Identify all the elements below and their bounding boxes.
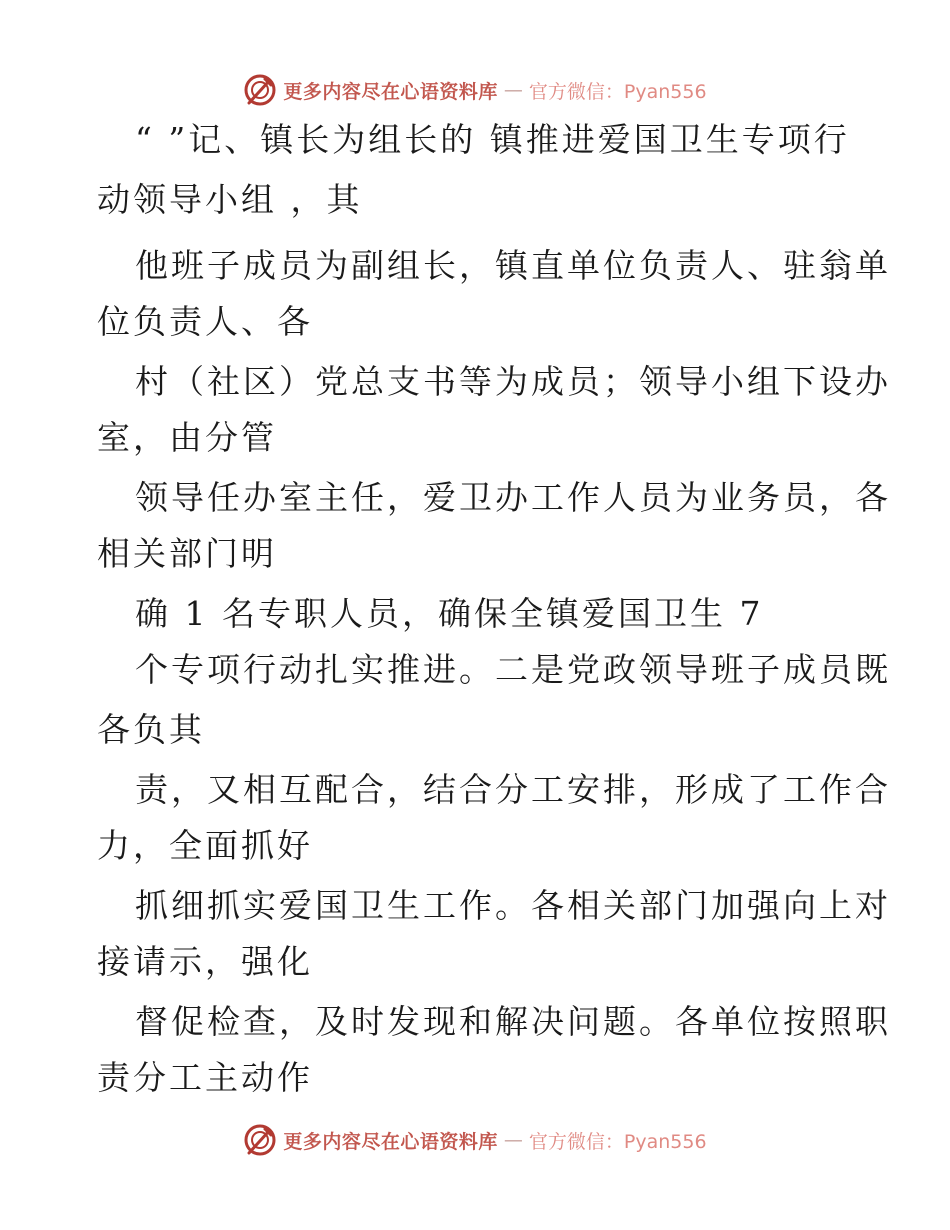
text-line: 责分工主动作	[97, 1058, 313, 1097]
text-line: 责，又相互配合，结合分工安排，形成了工作合	[135, 770, 891, 809]
text-line: 他班子成员为副组长，镇直单位负责人、驻翁单	[135, 246, 891, 285]
banner-wechat-text: 官方微信：Pyan556	[528, 1130, 707, 1153]
brand-logo-icon	[243, 73, 277, 107]
text-line: 各负其	[97, 710, 205, 749]
text-line: 抓细抓实爱国卫生工作。各相关部门加强向上对	[135, 886, 891, 925]
text-line: 相关部门明	[97, 534, 277, 573]
text-line: 动领导小组 ，其	[97, 180, 363, 219]
banner-site-text: 更多内容尽在心语资料库	[283, 1130, 498, 1153]
text-line: 领导任办室主任，爱卫办工作人员为业务员，各	[135, 478, 891, 517]
text-line: 接请示，强化	[97, 942, 313, 981]
text-line: 个专项行动扎实推进。二是党政领导班子成员既	[135, 650, 891, 689]
banner-dash: —	[503, 79, 523, 101]
text-line: 确 1 名专职人员，确保全镇爱国卫生 7	[135, 594, 764, 633]
brand-logo-icon	[243, 1123, 277, 1157]
banner-dash: —	[503, 1129, 523, 1151]
footer-banner	[0, 1120, 950, 1160]
text-line: 村（社区）党总支书等为成员；领导小组下设办	[135, 362, 891, 401]
banner-site-text: 更多内容尽在心语资料库	[283, 80, 498, 103]
text-line: “ ”记、镇长为组长的 镇推进爱国卫生专项行	[135, 120, 850, 159]
header-banner	[0, 70, 950, 110]
text-line: 室，由分管	[97, 418, 277, 457]
text-line: 力，全面抓好	[97, 826, 313, 865]
banner-wechat-text: 官方微信：Pyan556	[528, 80, 707, 103]
text-line: 督促检查，及时发现和解决问题。各单位按照职	[135, 1002, 891, 1041]
text-line: 位负责人、各	[97, 302, 313, 341]
